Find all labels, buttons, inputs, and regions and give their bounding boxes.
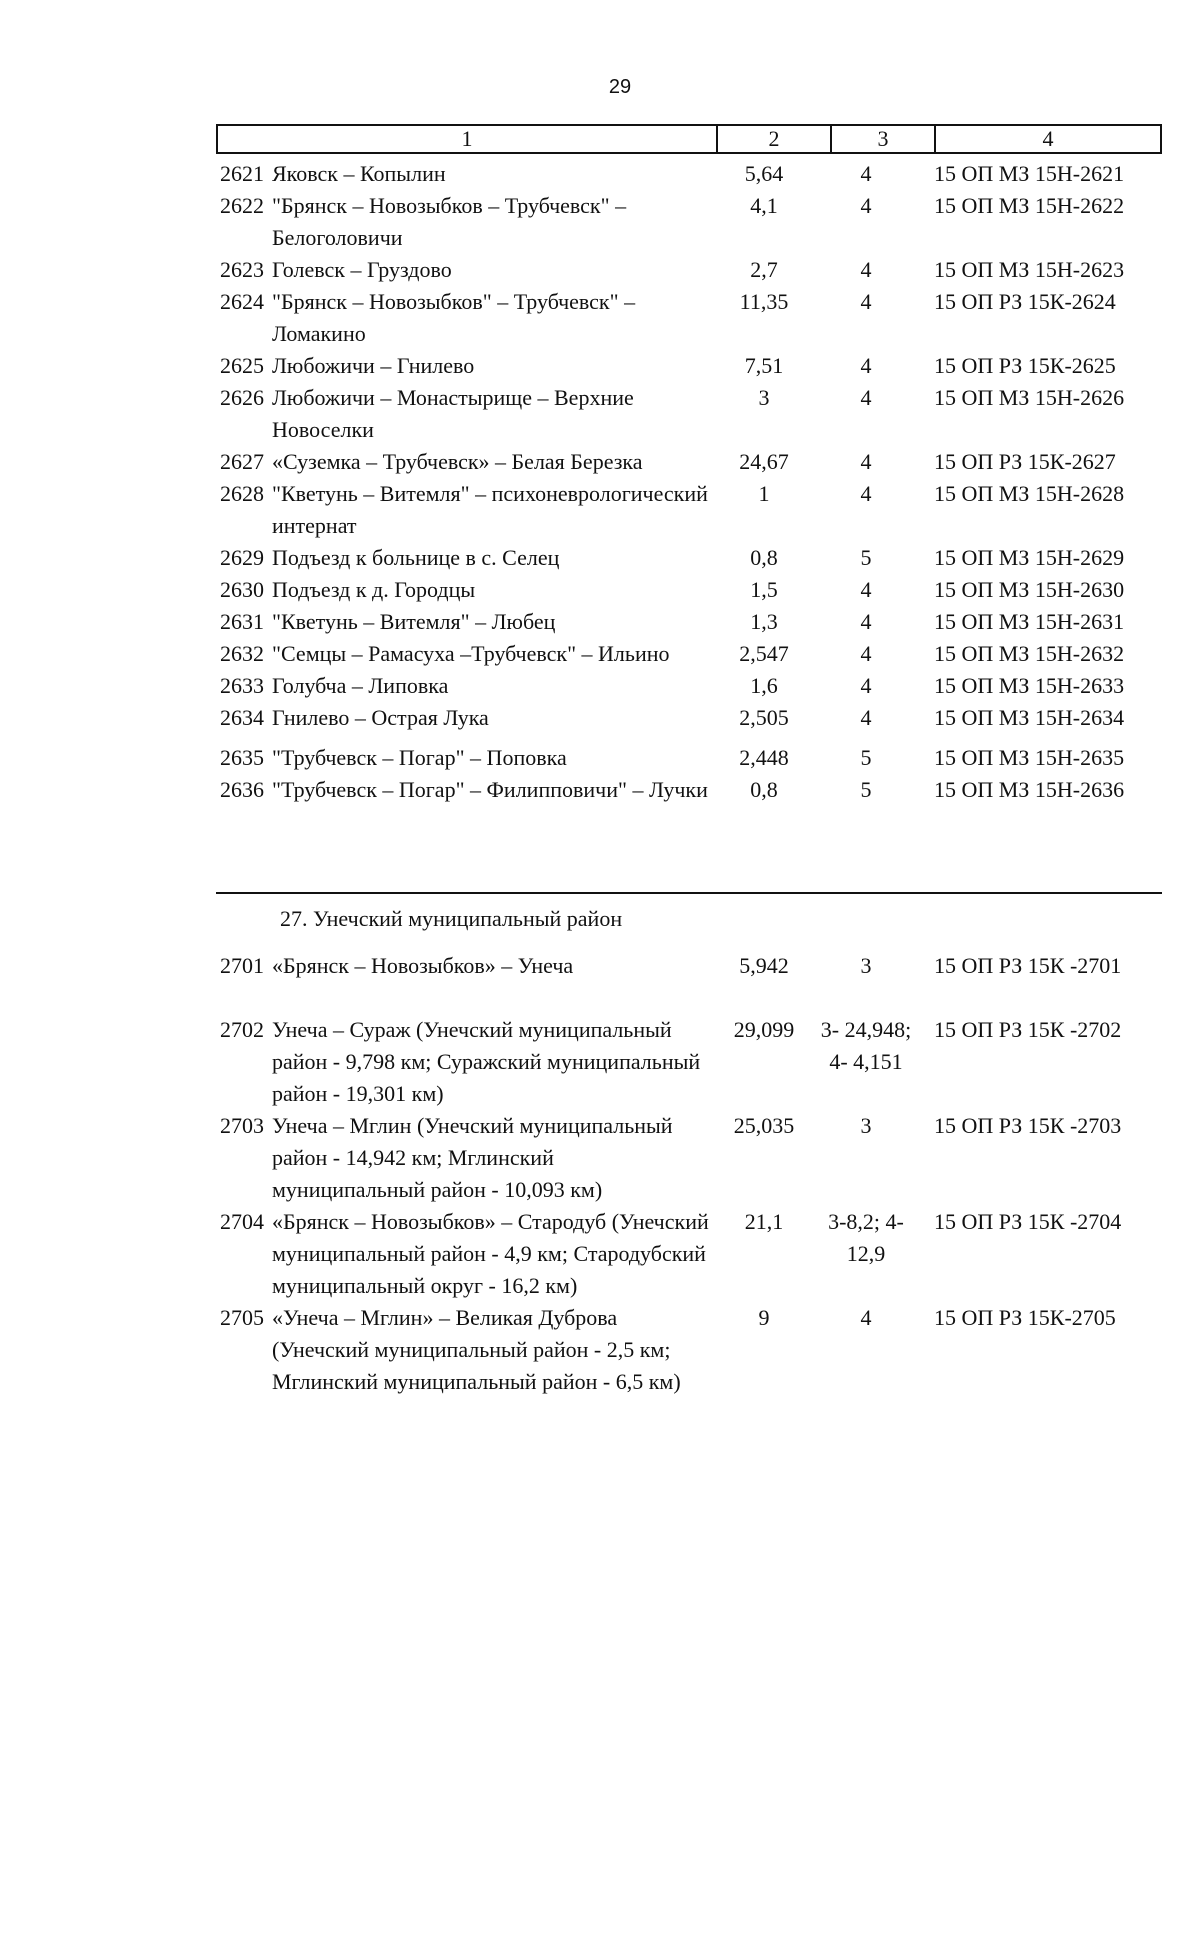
road-code: 15 ОП РЗ 15К -2704	[934, 1209, 1122, 1234]
road-category: 5	[860, 545, 872, 570]
road-length: 7,51	[744, 353, 784, 378]
road-length: 0,8	[750, 777, 778, 802]
header-col-1: 1	[218, 126, 718, 152]
road-category: 3	[860, 953, 872, 978]
page-number: 29	[608, 76, 632, 98]
road-code: 15 ОП РЗ 15К-2705	[934, 1305, 1116, 1330]
table-row	[0, 286, 1200, 350]
road-name: «Унеча – Мглин» – Великая Дуброва (Унечский муниципальный район - 2,5 км; Мглинский муниципальный район - 6,5 км)	[272, 1305, 681, 1394]
road-length: 24,67	[739, 449, 789, 474]
road-code: 15 ОП РЗ 15К-2624	[934, 289, 1116, 314]
road-name: Унеча – Мглин (Унечский муниципальный район - 14,942 км; Мглинский муниципальный район - 10,093 км)	[272, 1113, 673, 1202]
road-category: 4	[860, 193, 872, 218]
road-length: 2,505	[739, 705, 789, 730]
road-number: 2704	[220, 1209, 264, 1234]
road-length: 9	[758, 1305, 770, 1330]
road-length: 5,64	[744, 161, 784, 186]
header-col-4: 4	[1042, 126, 1054, 151]
road-length: 1	[758, 481, 770, 506]
road-number: 2635	[220, 745, 264, 770]
road-length: 2,547	[739, 641, 789, 666]
road-code: 15 ОП МЗ 15Н-2633	[934, 673, 1125, 698]
road-length: 1,6	[750, 673, 778, 698]
road-number: 2629	[220, 545, 264, 570]
road-number: 2703	[220, 1113, 264, 1138]
road-code: 15 ОП РЗ 15К-2625	[934, 353, 1116, 378]
road-code: 15 ОП МЗ 15Н-2622	[934, 193, 1125, 218]
road-code: 15 ОП МЗ 15Н-2629	[934, 545, 1125, 570]
road-category: 4	[860, 1305, 872, 1330]
road-name: "Кветунь – Витемля" – Любец	[272, 609, 556, 634]
road-category: 3- 24,948; 4- 4,151	[820, 1017, 912, 1074]
road-code: 15 ОП МЗ 15Н-2632	[934, 641, 1125, 666]
road-category: 4	[860, 641, 872, 666]
road-code: 15 ОП МЗ 15Н-2621	[934, 161, 1125, 186]
road-name: Любожичи – Монастырище – Верхние Новоселки	[272, 385, 634, 442]
road-name: Подъезд к больнице в с. Селец	[272, 545, 560, 570]
road-name: Голубча – Липовка	[272, 673, 449, 698]
table-row	[0, 742, 1200, 774]
road-number: 2633	[220, 673, 264, 698]
road-name: "Брянск – Новозыбков" – Трубчевск" – Ломакино	[272, 289, 636, 346]
road-name: Гнилево – Острая Лука	[272, 705, 489, 730]
road-code: 15 ОП МЗ 15Н-2623	[934, 257, 1125, 282]
road-length: 0,8	[750, 545, 778, 570]
table-row	[0, 638, 1200, 670]
road-number: 2634	[220, 705, 264, 730]
road-number: 2705	[220, 1305, 264, 1330]
road-category: 4	[860, 481, 872, 506]
road-name: Унеча – Сураж (Унечский муниципальный район - 9,798 км; Суражский муниципальный район - 19,301 км)	[272, 1017, 701, 1106]
road-number: 2626	[220, 385, 264, 410]
road-length: 2,448	[739, 745, 789, 770]
road-code: 15 ОП РЗ 15К -2702	[934, 1017, 1122, 1042]
header-col-3: 3	[832, 126, 936, 152]
table-header	[216, 124, 1162, 154]
road-number: 2632	[220, 641, 264, 666]
road-code: 15 ОП МЗ 15Н-2635	[934, 745, 1125, 770]
table-row	[0, 950, 1200, 982]
table-row	[0, 478, 1200, 542]
table-row	[0, 254, 1200, 286]
road-code: 15 ОП МЗ 15Н-2626	[934, 385, 1125, 410]
road-category: 3-8,2; 4-12,9	[828, 1209, 904, 1266]
section-title: 27. Унечский муниципальный район	[280, 906, 623, 931]
road-name: «Брянск – Новозыбков» – Унеча	[272, 953, 574, 978]
road-category: 4	[860, 609, 872, 634]
road-name: "Трубчевск – Погар" – Поповка	[272, 745, 567, 770]
road-name: Яковск – Копылин	[272, 161, 446, 186]
road-length: 1,3	[750, 609, 778, 634]
road-name: Любожичи – Гнилево	[272, 353, 475, 378]
road-group-a	[0, 158, 1200, 734]
road-category: 4	[860, 161, 872, 186]
road-length: 21,1	[744, 1209, 784, 1234]
road-code: 15 ОП РЗ 15К -2701	[934, 953, 1122, 978]
road-name: «Суземка – Трубчевск» – Белая Березка	[272, 449, 643, 474]
road-number: 2623	[220, 257, 264, 282]
road-name: "Брянск – Новозыбков – Трубчевск" – Белоголовичи	[272, 193, 627, 250]
road-length: 25,035	[733, 1113, 795, 1138]
road-category: 4	[860, 705, 872, 730]
road-code: 15 ОП МЗ 15Н-2628	[934, 481, 1125, 506]
table-row	[0, 702, 1200, 734]
road-number: 2621	[220, 161, 264, 186]
road-number: 2625	[220, 353, 264, 378]
road-category: 5	[860, 745, 872, 770]
road-code: 15 ОП МЗ 15Н-2630	[934, 577, 1125, 602]
road-number: 2627	[220, 449, 264, 474]
table-row	[0, 774, 1200, 806]
road-name: "Кветунь – Витемля" – психоневрологический интернат	[272, 481, 708, 538]
road-category: 4	[860, 353, 872, 378]
road-name: "Трубчевск – Погар" – Филипповичи" – Лучки	[272, 777, 708, 802]
road-number: 2702	[220, 1017, 264, 1042]
road-number: 2631	[220, 609, 264, 634]
table-row	[0, 1110, 1200, 1206]
table-row	[0, 446, 1200, 478]
row-gap	[0, 734, 1200, 742]
road-category: 4	[860, 577, 872, 602]
road-name: «Брянск – Новозыбков» – Стародуб (Унечский муниципальный район - 4,9 км; Стародубский муниципальный округ - 16,2 км)	[272, 1209, 709, 1298]
road-category: 4	[860, 385, 872, 410]
section-divider	[216, 892, 1162, 894]
road-number: 2701	[220, 953, 264, 978]
road-category: 4	[860, 449, 872, 474]
road-length: 29,099	[733, 1017, 795, 1042]
road-code: 15 ОП МЗ 15Н-2636	[934, 777, 1125, 802]
table-row	[0, 382, 1200, 446]
road-name: Голевск – Груздово	[272, 257, 452, 282]
table-row	[0, 1302, 1200, 1398]
table-row	[0, 670, 1200, 702]
table-row	[0, 1014, 1200, 1110]
road-number: 2630	[220, 577, 264, 602]
road-code: 15 ОП РЗ 15К-2627	[934, 449, 1116, 474]
road-number: 2624	[220, 289, 264, 314]
table-row	[0, 574, 1200, 606]
road-category: 4	[860, 289, 872, 314]
road-category: 4	[860, 257, 872, 282]
table-row	[0, 1206, 1200, 1302]
road-length: 2,7	[750, 257, 778, 282]
road-category: 3	[860, 1113, 872, 1138]
header-col-2: 2	[718, 126, 832, 152]
road-code: 15 ОП МЗ 15Н-2631	[934, 609, 1125, 634]
road-length: 11,35	[739, 289, 789, 314]
road-category: 5	[860, 777, 872, 802]
road-number: 2622	[220, 193, 264, 218]
table-row	[0, 542, 1200, 574]
road-name: Подъезд к д. Городцы	[272, 577, 476, 602]
table-row	[0, 190, 1200, 254]
road-length: 1,5	[750, 577, 778, 602]
road-group-b	[0, 742, 1200, 806]
road-code: 15 ОП МЗ 15Н-2634	[934, 705, 1125, 730]
road-group-d	[0, 1014, 1200, 1398]
road-length: 5,942	[739, 953, 789, 978]
road-name: "Семцы – Рамасуха –Трубчевск" – Ильино	[272, 641, 670, 666]
road-list	[0, 158, 1200, 806]
road-length: 4,1	[750, 193, 778, 218]
road-code: 15 ОП РЗ 15К -2703	[934, 1113, 1122, 1138]
road-group-c	[0, 950, 1200, 982]
table-row	[0, 606, 1200, 638]
road-category: 4	[860, 673, 872, 698]
table-row	[0, 350, 1200, 382]
road-number: 2628	[220, 481, 264, 506]
road-number: 2636	[220, 777, 264, 802]
table-row	[0, 158, 1200, 190]
road-length: 3	[758, 385, 770, 410]
